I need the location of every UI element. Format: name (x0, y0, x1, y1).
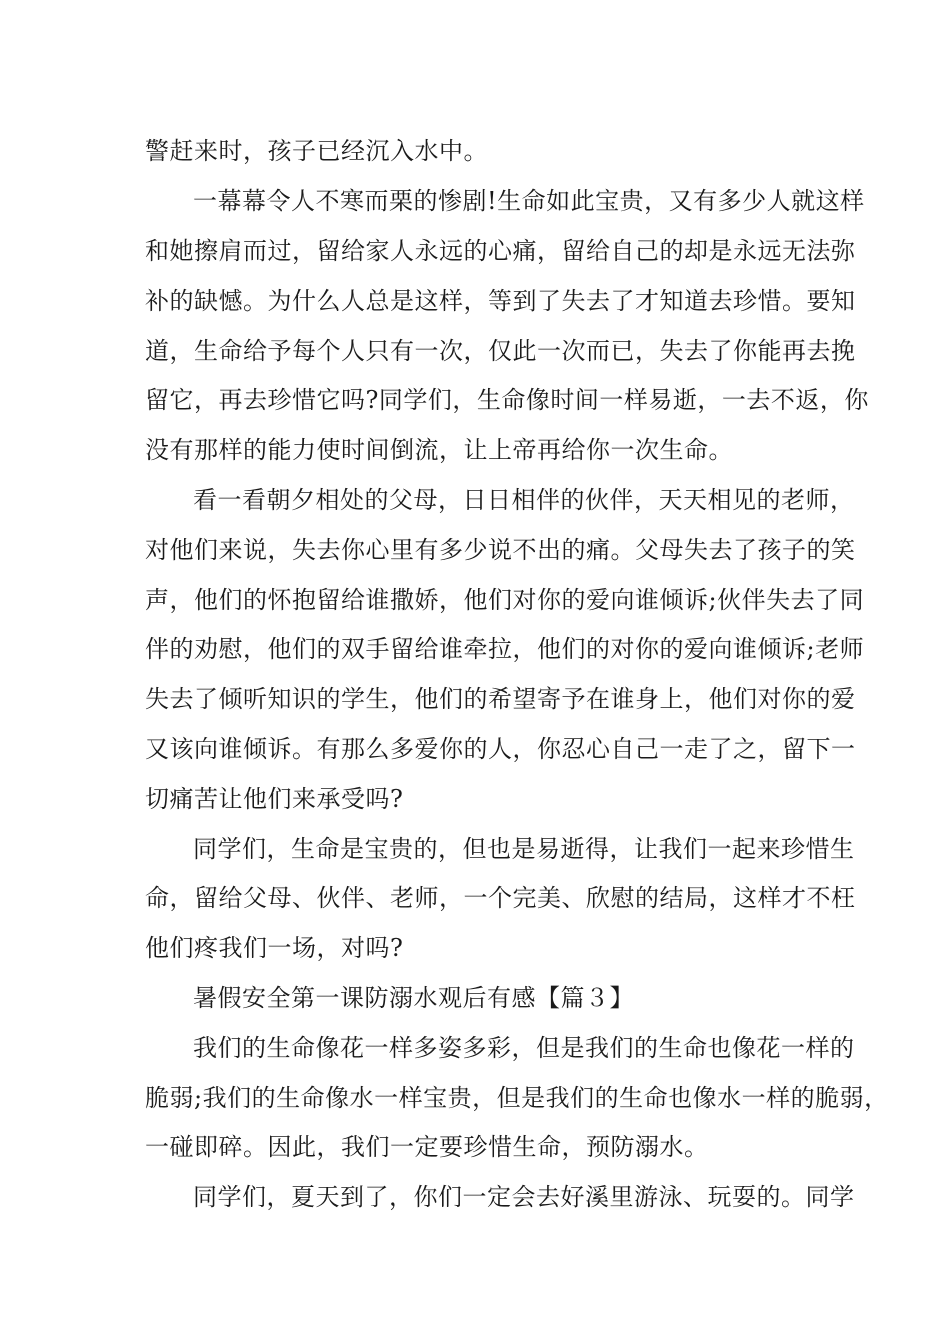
text-line: 对他们来说，失去你心里有多少说不出的痛。父母失去了孩子的笑 (145, 536, 856, 564)
text-line: 声，他们的怀抱留给谁撒娇，他们对你的爱向谁倾诉;伙伴失去了同 (145, 586, 865, 614)
text-line: 命，留给父母、伙伴、老师，一个完美、欣慰的结局，这样才不枉 (145, 884, 856, 912)
text-line: 补的缺憾。为什么人总是这样，等到了失去了才知道去珍惜。要知 (145, 287, 856, 315)
text-line: 脆弱;我们的生命像水一样宝贵，但是我们的生命也像水一样的脆弱， (145, 1084, 889, 1112)
paragraph-first-line: 同学们，生命是宝贵的，但也是易逝得，让我们一起来珍惜生 (193, 835, 855, 863)
text-line: 没有那样的能力使时间倒流，让上帝再给你一次生命。 (145, 436, 733, 464)
paragraph-first-line: 一幕幕令人不寒而栗的惨剧!生命如此宝贵，又有多少人就这样 (193, 187, 865, 215)
text-line: 警赶来时，孩子已经沉入水中。 (145, 137, 488, 165)
text-line: 又该向谁倾诉。有那么多爱你的人，你忍心自己一走了之，留下一 (145, 735, 856, 763)
text-line: 道，生命给予每个人只有一次，仅此一次而已，失去了你能再去挽 (145, 337, 856, 365)
paragraph-first-line: 看一看朝夕相处的父母，日日相伴的伙伴，天天相见的老师， (193, 486, 855, 514)
text-line: 一碰即碎。因此，我们一定要珍惜生命，预防溺水。 (145, 1133, 709, 1161)
text-line: 伴的劝慰，他们的双手留给谁牵拉，他们的对你的爱向谁倾诉;老师 (145, 635, 865, 663)
text-line: 他们疼我们一场，对吗? (145, 934, 404, 962)
paragraph-first-line: 同学们，夏天到了，你们一定会去好溪里游泳、玩耍的。同学 (193, 1183, 855, 1211)
text-line: 失去了倾听知识的学生，他们的希望寄予在谁身上，他们对你的爱 (145, 685, 856, 713)
text-line: 和她擦肩而过，留给家人永远的心痛，留给自己的却是永远无法弥 (145, 237, 856, 265)
paragraph-first-line: 我们的生命像花一样多姿多彩，但是我们的生命也像花一样的 (193, 1034, 855, 1062)
section-heading: 暑假安全第一课防溺水观后有感【篇３】 (193, 984, 634, 1012)
text-line: 切痛苦让他们来承受吗? (145, 785, 404, 813)
text-line: 留它，再去珍惜它吗?同学们，生命像时间一样易逝，一去不返，你 (145, 386, 869, 414)
